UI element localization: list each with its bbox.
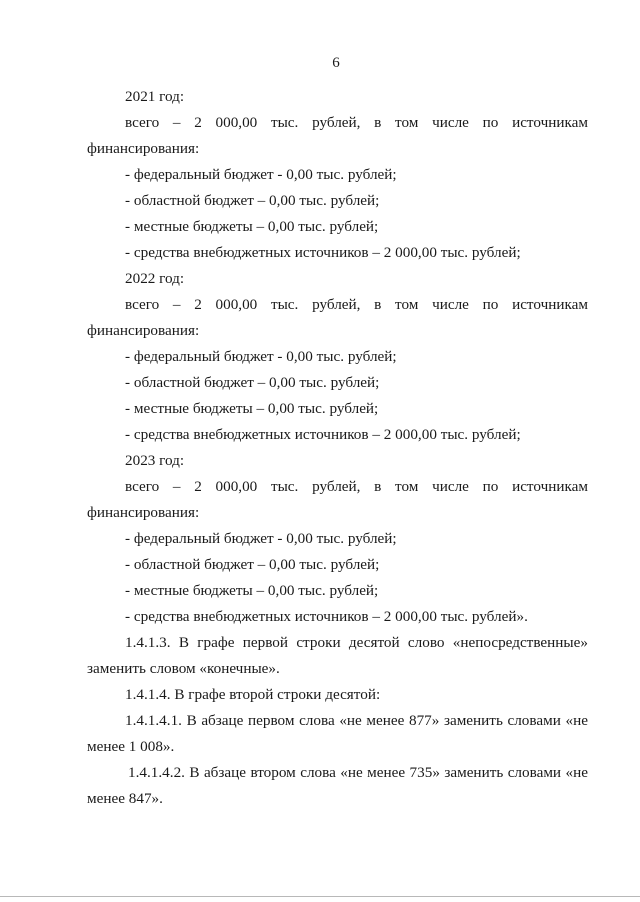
justified-word: 2 [194,478,202,495]
justified-word: 000,00 [215,478,258,495]
justified-word: абзаце [203,764,247,781]
paragraph-1-4-1-4-1-continuation: менее 1 008». [87,738,175,755]
justified-word: всего [125,114,160,131]
justified-word: источникам [512,296,588,313]
justified-word: слова [299,712,335,729]
justified-word: источникам [512,114,588,131]
funding-item: - областной бюджет – 0,00 тыс. рублей; [125,556,380,573]
justified-word: 2 [194,114,202,131]
justified-word: в [374,114,382,131]
paragraph-1-4-1-4-2 [87,760,588,786]
total-line [87,110,588,136]
justified-word: 877» [408,712,440,729]
justified-word: – [172,296,181,313]
justified-word: 1.4.1.4.1. [125,712,182,729]
justified-word: по [482,478,499,495]
justified-word: рублей, [312,114,361,131]
justified-word: числе [432,296,469,313]
funding-item: - средства внебюджетных источников – 2 000,00 тыс. рублей; [125,244,521,261]
justified-word: В [189,764,200,781]
document-body [87,84,588,812]
paragraph-1-4-1-3 [87,630,588,656]
justified-word: всего [125,478,160,495]
justified-word: 1.4.1.3. [125,634,171,651]
justified-word: тыс. [270,296,299,313]
justified-word: «не [340,764,363,781]
justified-word: заменить [444,764,504,781]
justified-word: 1.4.1.4.2. [128,764,185,781]
justified-word: менее [366,712,405,729]
total-line [87,474,588,500]
justified-word: первом [248,712,295,729]
funding-item: - областной бюджет – 0,00 тыс. рублей; [125,192,380,209]
total-line [87,292,588,318]
justified-word: том [395,296,419,313]
justified-word: по [482,296,499,313]
justified-word: по [482,114,499,131]
paragraph-1-4-1-4: 1.4.1.4. В графе второй строки десятой: [125,686,381,703]
justified-word: «не [339,712,362,729]
page-number: 6 [332,55,340,71]
year-heading: 2022 год: [125,270,185,287]
justified-word: втором [250,764,296,781]
justified-word: «непосредственные» [452,634,588,651]
paragraph-1-4-1-4-2-continuation: менее 847». [87,790,163,807]
justified-word: числе [432,114,469,131]
justified-word: 2 [194,296,202,313]
year-heading: 2023 год: [125,452,185,469]
justified-word: заменить [443,712,503,729]
justified-word: том [395,114,419,131]
justified-word: В [178,634,189,651]
justified-word: источникам [512,478,588,495]
justified-word: – [172,114,181,131]
justified-word: графе [197,634,235,651]
justified-word: словами [507,764,562,781]
total-line-continuation: финансирования: [87,322,200,339]
justified-word: В [186,712,197,729]
justified-word: десятой [348,634,400,651]
justified-word: рублей, [312,296,361,313]
paragraph-1-4-1-3-continuation: заменить словом «конечные». [87,660,280,677]
funding-item: - федеральный бюджет - 0,00 тыс. рублей; [125,166,397,183]
justified-word: менее [367,764,406,781]
justified-word: первой [242,634,289,651]
justified-word: – [172,478,181,495]
justified-word: «не [565,712,588,729]
paragraph-1-4-1-4-1 [87,708,588,734]
justified-word: в [374,296,382,313]
funding-item: - областной бюджет – 0,00 тыс. рублей; [125,374,380,391]
justified-word: рублей, [312,478,361,495]
justified-word: всего [125,296,160,313]
total-line-continuation: финансирования: [87,140,200,157]
funding-item: - средства внебюджетных источников – 2 000,00 тыс. рублей». [125,608,528,625]
justified-word: тыс. [270,478,299,495]
justified-word: 000,00 [215,296,258,313]
justified-word: 000,00 [215,114,258,131]
page-bottom-edge [0,896,640,897]
funding-item: - федеральный бюджет - 0,00 тыс. рублей; [125,348,397,365]
justified-word: тыс. [270,114,299,131]
funding-item: - местные бюджеты – 0,00 тыс. рублей; [125,582,379,599]
funding-item: - местные бюджеты – 0,00 тыс. рублей; [125,400,379,417]
justified-word: слова [300,764,336,781]
justified-word: строки [296,634,341,651]
total-line-continuation: финансирования: [87,504,200,521]
justified-word: 735» [409,764,440,781]
justified-word: том [395,478,419,495]
year-heading: 2021 год: [125,88,185,105]
justified-word: в [374,478,382,495]
justified-word: числе [432,478,469,495]
funding-item: - средства внебюджетных источников – 2 000,00 тыс. рублей; [125,426,521,443]
justified-word: «не [565,764,588,781]
justified-word: словами [507,712,561,729]
funding-item: - местные бюджеты – 0,00 тыс. рублей; [125,218,379,235]
justified-word: абзаце [201,712,244,729]
justified-word: слово [407,634,445,651]
funding-item: - федеральный бюджет - 0,00 тыс. рублей; [125,530,397,547]
